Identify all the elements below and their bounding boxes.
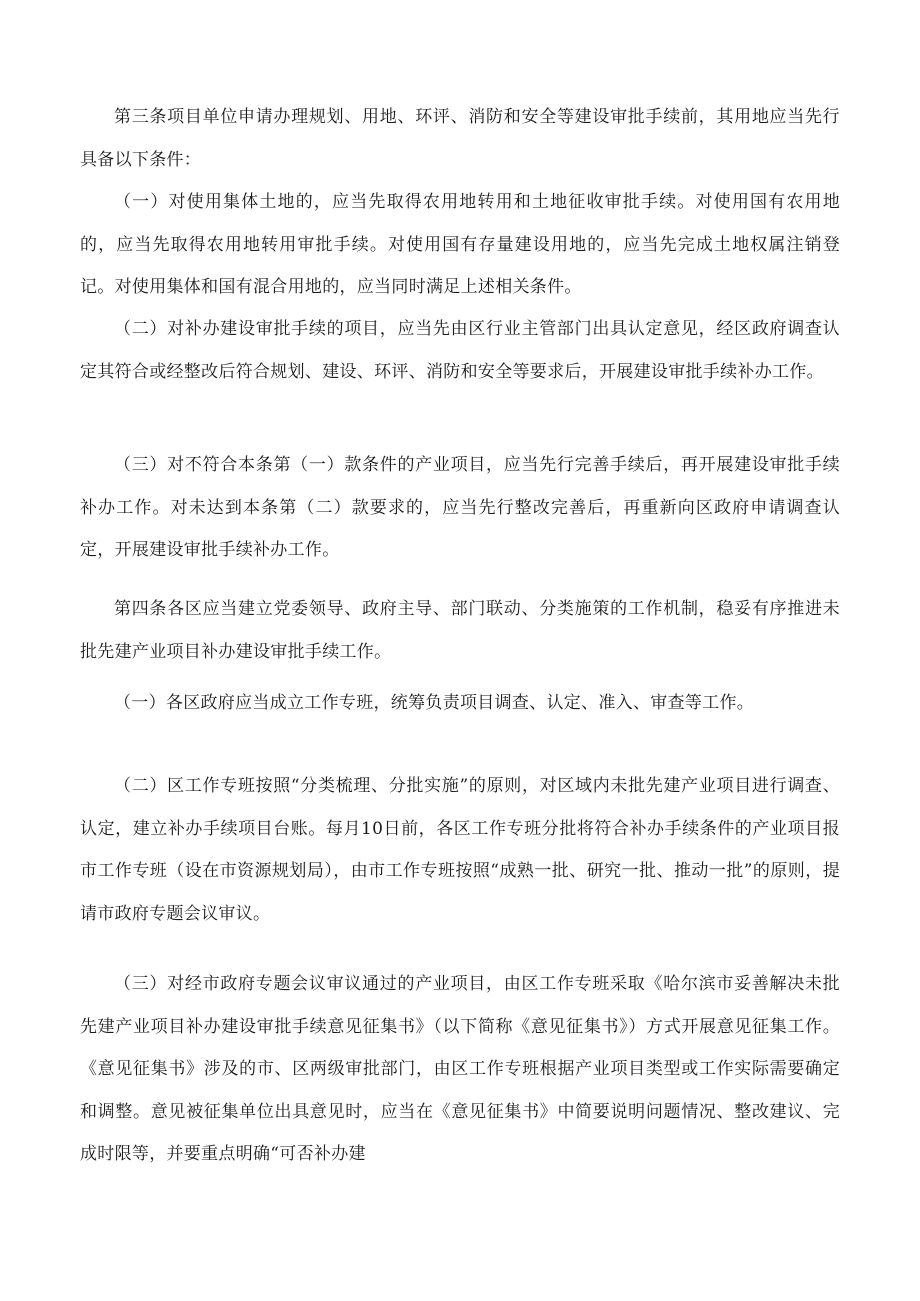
article-4-item-2-paragraph: （二）区工作专班按照“分类梳理、分批实施”的原则，对区域内未批先建产业项目进行调查、认定，建立补办手续项目台账。每月10日前，各区工作专班分批将符合补办手续条件的产业项目报市工作专班（设在市资源规划局），由市工作专班按照“成熟一批、研究一批、推动一批”的原则，提请市政府专题会议审议。 <box>80 776 840 924</box>
article-4-item-1-paragraph: （一）各区政府应当成立工作专班，统筹负责项目调查、认定、准入、审查等工作。 <box>114 693 755 713</box>
article-3-item-3-paragraph: （三）对不符合本条第（一）款条件的产业项目，应当先行完善手续后，再开展建设审批手续补办工作。对未达到本条第（二）款要求的，应当先行整改完善后，再重新向区政府申请调查认定，开展建设审批手续补办工作。 <box>80 455 840 560</box>
article-4-paragraph: 第四条各区应当建立党委领导、政府主导、部门联动、分类施策的工作机制，稳妥有序推进未批先建产业项目补办建设审批手续工作。 <box>80 599 840 662</box>
article-3-item-2-paragraph: （二）对补办建设审批手续的项目，应当先由区行业主管部门出具认定意见，经区政府调查认定其符合或经整改后符合规划、建设、环评、消防和安全等要求后，开展建设审批手续补办工作。 <box>80 319 840 382</box>
article-4-item-3-paragraph: （三）对经市政府专题会议审议通过的产业项目，由区工作专班采取《哈尔滨市妥善解决未批先建产业项目补办建设审批手续意见征集书》（以下简称《意见征集书》）方式开展意见征集工作。《意见征集书》涉及的市、区两级审批部门，由区工作专班根据产业项目类型或工作实际需要确定和调整。意见被征集单位出具意见时，应当在《意见征集书》中简要说明问题情况、整改建议、完成时限等，并要重点明确“可否补办建 <box>80 974 840 1164</box>
article-3-item-1-paragraph: （一）对使用集体土地的，应当先取得农用地转用和土地征收审批手续。对使用国有农用地的，应当先取得农用地转用审批手续。对使用国有存量建设用地的，应当先完成土地权属注销登记。对使用集体和国有混合用地的，应当同时满足上述相关条件。 <box>80 192 840 297</box>
article-3-paragraph: 第三条项目单位申请办理规划、用地、环评、消防和安全等建设审批手续前，其用地应当先行具备以下条件： <box>80 107 840 170</box>
